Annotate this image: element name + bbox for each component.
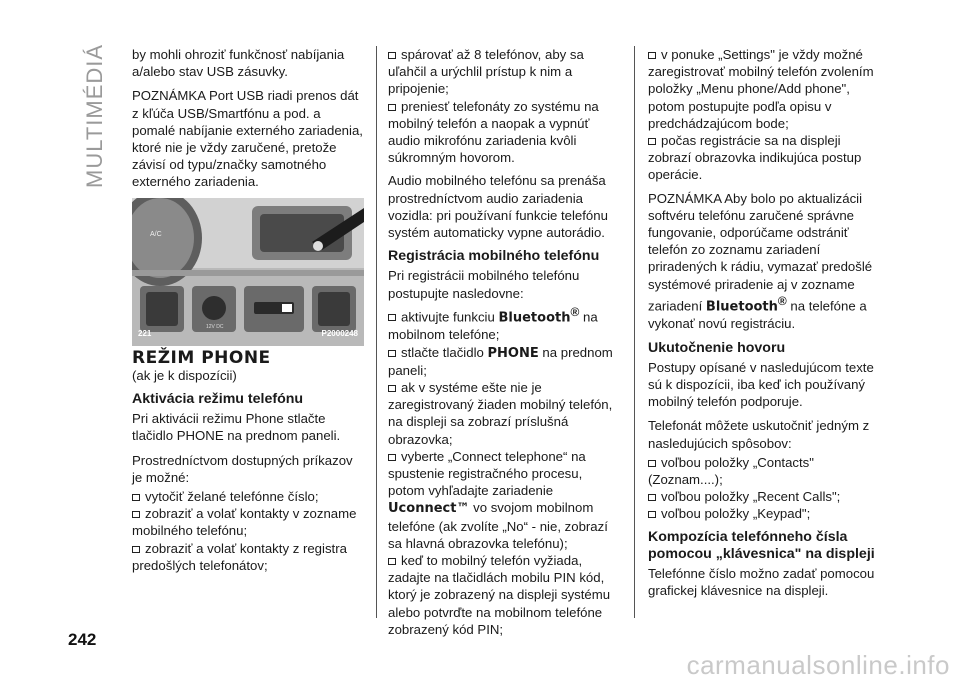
usb-port-photo (132, 198, 364, 346)
checkbox-bullet-icon (388, 350, 396, 357)
list-item (648, 454, 884, 488)
list-item-text: voľbou položky „Keypad"; (661, 506, 811, 522)
checkbox-bullet-icon (132, 494, 140, 501)
list-item (648, 46, 884, 132)
usb-port-illustration (132, 198, 364, 346)
checkbox-bullet-icon (648, 460, 656, 467)
checkbox-bullet-icon (648, 494, 656, 501)
list-item-text: zobraziť a volať kontakty v zozname mobilného telefónu; (132, 506, 357, 539)
figure-code: P2000248 (321, 329, 358, 339)
brand-name: Uconnect™ (388, 501, 470, 517)
paragraph: Pri registrácii mobilného telefónu postupujte nasledovne: (388, 268, 580, 301)
paragraph: Pri aktivácii režimu Phone stlačte tlačidlo PHONE na prednom paneli. (132, 411, 341, 444)
list-item (388, 448, 620, 552)
list-item-text: vyberte „Connect telephone“ na spustenie registračného procesu, potom vyhľadajte zariadenie (388, 448, 586, 499)
list-item-text: voľbou položky „Recent Calls"; (661, 489, 841, 505)
list-item (388, 98, 620, 167)
list-item (388, 344, 620, 379)
heading-activation: Aktivácia režimu telefónu (132, 391, 304, 408)
note-paragraph (648, 190, 884, 333)
paragraph: Postupy opísané v nasledujúcom texte sú k dispozícii, iba keď ich používaný mobilný telefón podporuje. (648, 359, 874, 410)
list-item-text: spárovať až 8 telefónov, aby sa uľahčil a urýchlil prístup k nim a pripojenie; (388, 47, 584, 97)
watermark: carmanualsonline.info (686, 650, 950, 680)
list-item (648, 505, 884, 522)
list-item-text: voľbou položky „Contacts" (Zoznam....); (648, 454, 814, 488)
list-item (132, 488, 364, 505)
list-item-text: vytočiť želané telefónne číslo; (145, 489, 319, 505)
list-item-text: aktivujte funkciu (401, 309, 499, 325)
brand-name: Bluetooth (705, 299, 778, 315)
list-item (388, 379, 620, 448)
button-name: PHONE (487, 345, 539, 361)
checkbox-bullet-icon (388, 52, 396, 59)
checkbox-bullet-icon (388, 454, 396, 461)
list-item-text: preniesť telefonáty zo systému na mobilný telefón a naopak a vypnúť audio mikrofónu zariadenia kvôli súkromným hovorom. (388, 98, 599, 166)
list-item (648, 488, 884, 505)
list-item (388, 304, 620, 344)
list-item-text: v ponuke „Settings" je vždy možné zaregistrovať mobilný telefón zvolením položky „Menu phone/Add phone", potom postupujte podľa opisu v predchádzajúcom bode; (648, 47, 874, 131)
paragraph: Telefónne číslo možno zadať pomocou grafickej klávesnice na displeji. (648, 566, 875, 599)
note-text: POZNÁMKA Aby bolo po aktualizácii softvéru telefónu zaručené správne fungovanie, odporúčame odstrániť telefón zo zoznamu zariadení priradených k rádiu, vymazať predošlé systémové priradenie aj v zozname zariadení (648, 190, 873, 314)
registered-mark: ® (777, 293, 787, 308)
checkbox-bullet-icon (388, 104, 396, 111)
list-item-text: počas registrácie sa na displeji zobrazí obrazovka indikujúca postup operácie. (648, 133, 862, 183)
note-text: na telefóne a vykonať novú registráciu. (648, 298, 867, 332)
registered-mark: ® (570, 304, 580, 319)
note-paragraph: POZNÁMKA Port USB riadi prenos dát z kľúča USB/Smartfónu a pod. a pomalé nabíjanie externého zariadenia, ktoré nie je vždy zaručené, pretože závisí od typu/značky samotného externého zariadenia. (132, 88, 363, 190)
column-divider-2 (634, 46, 635, 618)
list-item (388, 552, 620, 638)
heading-make-call: Ukutočnenie hovoru (648, 339, 786, 356)
section-subtitle: (ak je k dispozícii) (132, 367, 237, 383)
section-title: REŽIM PHONE (132, 347, 271, 368)
list-item-text: stlačte tlačidlo (401, 344, 488, 360)
checkbox-bullet-icon (388, 314, 396, 321)
list-item-text: keď to mobilný telefón vyžiada, zadajte na tlačidlách mobilu PIN kód, ktorý je zobrazený na displeji systému alebo potvrďte na mobilnom telefóne zobrazený kód PIN; (388, 553, 611, 637)
list-item-text: vo svojom mobilnom telefóne (ak zvolíte „No“ - nie, zobrazí sa hlavná obrazovka telefónu); (388, 500, 608, 551)
figure-number: 221 (138, 329, 152, 339)
checkbox-bullet-icon (648, 138, 656, 145)
column-3 (648, 46, 884, 606)
list-item (648, 132, 884, 184)
list-item-text: ak v systéme ešte nie je zaregistrovaný žiaden mobilný telefón, na displeji sa zobrazí príslušná obrazovka; (388, 380, 613, 447)
checkbox-bullet-icon (132, 511, 140, 518)
list-item-text: na prednom paneli; (388, 344, 613, 378)
list-item (388, 46, 620, 98)
list-item-text: zobraziť a volať kontakty z registra predošlých telefonátov; (132, 540, 347, 573)
page-number: 242 (68, 630, 97, 649)
chapter-side-title: MULTIMÉDIÁ (82, 43, 107, 188)
brand-name: Bluetooth (498, 310, 571, 326)
checkbox-bullet-icon (648, 52, 656, 59)
checkbox-bullet-icon (388, 558, 396, 565)
svg-text:A/C: A/C (150, 230, 162, 238)
column-1 (132, 46, 364, 574)
heading-registration: Registrácia mobilného telefónu (388, 248, 600, 265)
paragraph: Telefonát môžete uskutočniť jedným z nasledujúcich spôsobov: (648, 418, 870, 451)
list-item (132, 540, 364, 574)
paragraph: by mohli ohroziť funkčnosť nabíjania a/alebo stav USB zásuvky. (132, 47, 345, 80)
paragraph: Audio mobilného telefónu sa prenáša prostredníctvom audio zariadenia vozidla: pri používaní funkcie telefónu systém automaticky vypne autorádio. (388, 173, 608, 241)
svg-text:12V DC: 12V DC (206, 323, 224, 330)
list-item-text: na mobilnom telefóne; (388, 309, 598, 343)
list-item (132, 505, 364, 539)
checkbox-bullet-icon (648, 511, 656, 518)
checkbox-bullet-icon (132, 546, 140, 553)
column-2 (388, 46, 620, 638)
column-divider-1 (376, 46, 377, 618)
checkbox-bullet-icon (388, 385, 396, 392)
heading-compose-number: Kompozícia telefónneho čísla pomocou „klávesnica" na displeji (648, 528, 875, 562)
paragraph: Prostredníctvom dostupných príkazov je možné: (132, 452, 353, 485)
